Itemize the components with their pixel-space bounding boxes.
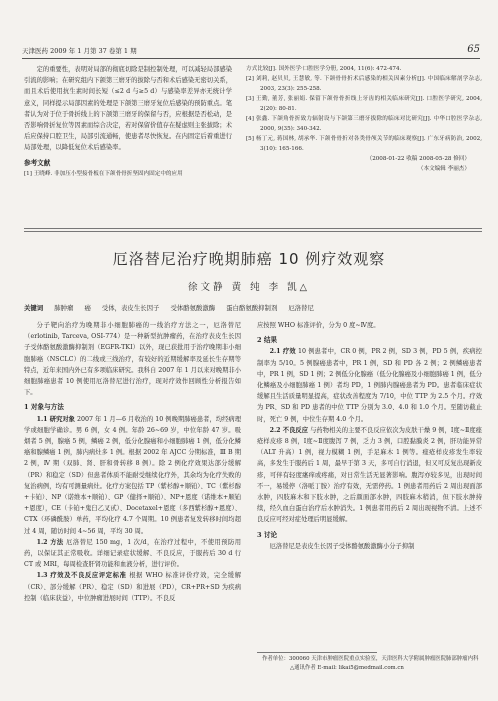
- subsection-heading: 2.1 疗效: [269, 348, 296, 356]
- divider-rule: [24, 228, 482, 229]
- subsection-heading: 1.1 研究对象: [36, 415, 75, 423]
- keywords-line: [24, 303, 482, 312]
- reference-item: [1] 王晓峰. 非加压小型接骨板在下颌骨骨折坚固内固定中的应用: [24, 170, 183, 177]
- running-header: [22, 44, 480, 59]
- reference-item: [2] 刘莉, 赵贝贝, 王慧敏, 等. 下颌骨骨折术后感染的相关因素分析[J]. 中国临床解剖学杂志, 2003, 23(3): 255-258.: [246, 76, 482, 92]
- footnote: [262, 655, 482, 673]
- author-affiliation: 作者单位：300060 天津市肿瘤医院重点实验室，天津医科大学附属肿瘤医院肺部肿瘤内科: [262, 656, 479, 662]
- previous-article-tail: [24, 64, 232, 196]
- reference-item: [5] 杨丁元, 蒋国林, 胡承华. 下颌骨骨折对各类骨颅关节的临床观察[J]. 广东牙病防治, 2002, 3(10): 165-166.: [246, 136, 482, 152]
- article-title: 厄洛替尼治疗晚期肺癌 10 例疗效观察: [112, 250, 386, 268]
- keyword: 蛋白酪氨酸抑制剂: [226, 304, 278, 312]
- article-authors: 徐文静 黄 纯 李 凯△: [188, 282, 310, 293]
- subsection-heading: 1.3 疗效及不良反应评定标准: [36, 572, 127, 580]
- references-heading: 参考文献: [24, 158, 51, 167]
- keyword: 癌: [84, 304, 91, 312]
- section-heading: 3 讨论: [257, 530, 278, 539]
- keyword: 受体，表皮生长因子: [101, 304, 160, 312]
- references-continued: [246, 64, 482, 230]
- keyword: 肺肿瘤: [54, 304, 74, 312]
- reference-item: [3] 王勤, 董芳, 张丽娟. 保留下颌骨骨折线上牙齿的相关临床研究[J]. 口腔医学研究, 2004, 2(20): 80-81.: [246, 96, 482, 112]
- subsection-heading: 1.2 方法: [36, 538, 64, 546]
- previous-article-paragraph: 定的重要性，表明对局部的彻底切除是制控制处理，可以减轻局部感染引流的影响；在研究组内下颌第三磨牙的拔除与否和术后感染无密切关系，而且术后使用抗生素时间长短（≤2 d 与≥5 d）与感染率差异亦无统计学意义，同样提示局部因素的处理是下颌第三磨牙复位后感染的预防重点。笔者认为对于位于骨折线上的下颌第三磨牙的保留与否，应根据是否松动，是否影响骨折复位等因素而综合决定，若对保留价值存在疑虑则主张拔除；术后应保持口腔卫生，局部引流通畅，使患者尽快恢复。在内固定后着重进行局部处理，以降低复位术后感染率。: [24, 66, 232, 152]
- body-text: 10 例患者中，CR 0 例，PR 2 例，SD 3 例，PD 5 例，疾病控制率为 5/10。5 例腺癌患者中，PR 1 例，SD 和 PD 各 2 例；2 例鳞癌患者中，PR 1 例，SD 1 例；2 例低分化腺癌（低分化腺癌及小细胞肺癌 1 例，低分化鳞癌及小细胞肺癌 1 例）者均 PD，1 例肺内腺癌患者为 PD。患者临床症状缓解且生活质量明显提高，症状改善程度为 7/10，中位 TTP 为 2.5 个月。疗效为 PR、SD 和 PD 患者的中位 TTP 分别为 3.0、4.0 和 1.0 个月。至随访截止时，死亡 9 例，中位生存期 4.0 个月。: [257, 348, 482, 423]
- received-date: （2008-01-22 收稿 2008-05-28 修回）: [366, 156, 470, 162]
- section-heading: 1 对象与方法: [24, 403, 64, 412]
- editor-note: （本文编辑 李丽杰）: [417, 166, 470, 172]
- section-heading: 2 结果: [257, 336, 278, 345]
- body-text: 厄洛替尼 150 mg，1 次/d，在治疗过程中，不使用预防用药，以保证其正常吸收。详细记录症状缓解、不良反应，于服药后 30 d 行 CT 或 MRI，每周检查肝肾功能和血液分析，进行评价。: [24, 538, 241, 569]
- footnote-rule: [257, 652, 377, 653]
- body-text: 应按照 WHO 标准评价，分为 0 度~Ⅳ度。: [257, 322, 380, 329]
- keywords-label: 关键词: [24, 304, 44, 312]
- journal-citation: 天津医药 2009 年 1 月第 37 卷第 1 期: [22, 47, 137, 55]
- reference-item: [4] 张鑫. 下颌角骨折致力辐射设与下颌第三磨牙拔除的临床对比研究[J]. 中华口腔医学杂志, 2000, 9(35): 340-342.: [246, 116, 482, 132]
- body-right-column: [257, 320, 482, 620]
- divider-rule: [24, 231, 482, 232]
- keyword: 厄洛替尼: [288, 304, 314, 312]
- body-text: 厄洛替尼是表皮生长因子受体酪氨酸激酶小分子抑制: [269, 542, 415, 550]
- subsection-heading: 2.2 不良反应: [269, 426, 309, 434]
- reference-item: 方式比较[J]. 国外医学·口腔医学分册, 2004, 11(6): 472-474.: [246, 66, 402, 72]
- intro-paragraph: 分子靶向治疗为晚期非小细胞肺癌的一线治疗方法之一，厄洛替尼（erlotinib, Tarceva, OSI-774）是一种新型抗肿瘤药，在治疗表皮生长因子受体酪氨酸激酶抑制剂（EGFR-TKI）以外，现已获批用于治疗晚期非小细胞肺癌（NSCLC）的二线或三线治疗，有较好的近期缓解率及延长生存期等特点，近年来国内外已有多项临床研究。我科自 2007 年 1 月以来对晚期非小细胞肺癌患者 10 例使用厄洛替尼进行治疗，现对疗效作回顾性分析报告如下。: [24, 322, 241, 397]
- body-text: 根据 WHO 标准评价疗效，完全缓解（CR）、部分缓解（PR）、稳定（SD）和进展（PD），CR+PR+SD 为疾病控制（临床获益），中位肿瘤进展时间（TTP）。不良反: [24, 572, 241, 602]
- body-text: 与药物相关的主要不良反应依次为皮肤干燥 9 例，Ⅰ度~Ⅱ度痤疮样皮疹 8 例，Ⅰ度~Ⅱ度腹泻 7 例，乏力 3 例，口腔黏膜炎 2 例，肝功能异常（ALT 升高）1 例，视力模糊 1 例，手足麻木 1 例等。痤疮样皮疹发生率较高，多发生于服药后 1 周，最早于第 3 天，多可自行消退，但又可反复出现新皮疹，可伴有轻度瘙痒或疼痛，对日常生活无显著影响。腹泻亦较多见，出现时间不一，易缓停（洛哌丁胺）治疗有效，无需停药。1 例患者用药后 2 周出现面部水肿，四肢麻木和下肢水肿，之后颜面部水肿，四肢麻木稍消，但下肢水肿持续，经久血白蛋白治疗后水肿消失。1 例患者用药后 2 周出现视物不清。上述不良反应可经对症处理后明显缓解。: [257, 426, 482, 524]
- corresponding-author: △通讯作者 E-mail: likai5@medmail.com.cn: [290, 665, 404, 672]
- keyword: 受体酪氨酸激酶: [170, 304, 216, 312]
- body-left-column: [24, 320, 241, 692]
- body-text: 2007 年 1 月—6 月收治的 10 例晚期肺癌患者，均经病理学或细胞学确诊。男 6 例，女 4 例。年龄 26~69 岁，中位年龄 47 岁。吸烟者 5 例，腺癌 5 例，鳞癌 2 例，低分化腺癌和小细胞肺癌 1 例，低分化鳞癌和腺鳞癌 1 例，肺内病灶多 1 例。根据 2002 年 AJCC 分期标准，Ⅲ B 期 2 例，Ⅳ 期（双肺、肾、肝和骨转移 8 例）。除 2 例化疗效果达部分缓解（PR）和稳定（SD）但患者体质不能耐受继续化疗外，其余均为化疗失败的复治病例，均有可测量病灶。化疗方案包括 TP（紫杉醇+顺铂）、TC（紫杉醇+卡铂）、NP（诺维本+顺铂）、GP（健择+顺铂）、NP+恩度（诺维本+顺铂+恩度），CE（卡铂+鬼臼乙叉甙）、Docetaxel+恩度（多西紫杉醇+恩度）、CTX（环磷酰胺）单药，平均化疗 4.7 个周期。10 例患者复发转移时间均超过 4 周，随访时间 4~56 周，平均 30 周。: [24, 415, 241, 535]
- page-number: 65: [467, 44, 480, 55]
